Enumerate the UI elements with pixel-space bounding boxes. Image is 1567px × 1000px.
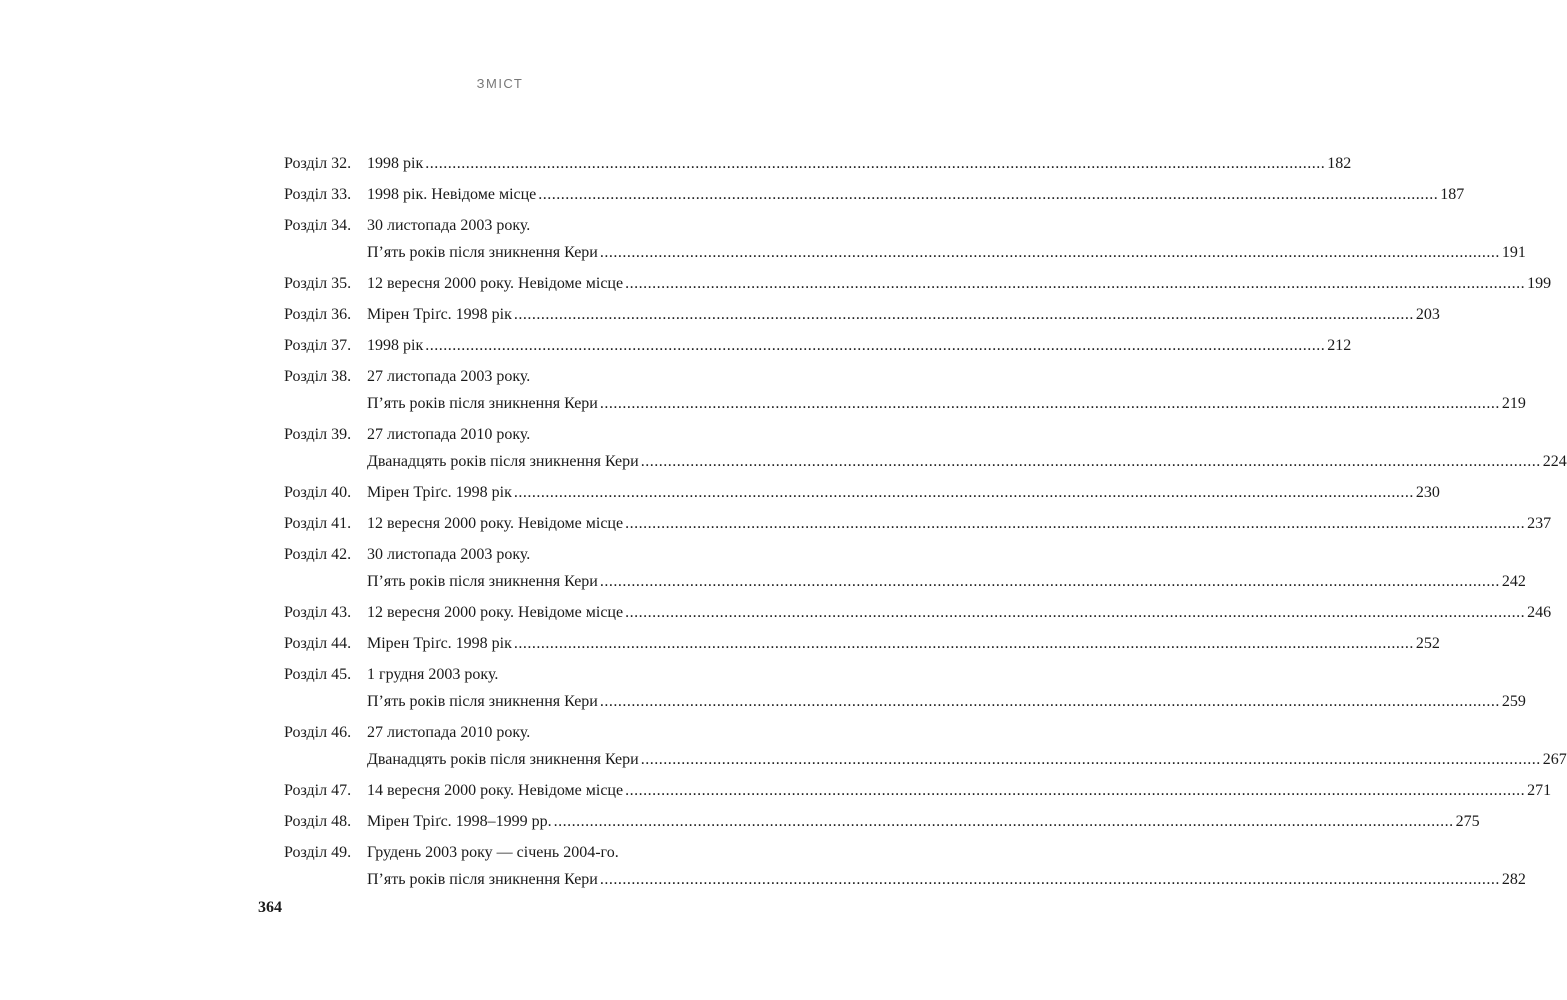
- leader-dots: ........................................................................................................................................................................................................: [599, 573, 1500, 590]
- leader-dots: ........................................................................................................................................................................................................: [513, 306, 1414, 323]
- page-number: 364: [258, 899, 282, 916]
- leader-dots: ........................................................................................................................................................................................................: [513, 635, 1414, 652]
- chapter-page: 252: [1415, 635, 1440, 652]
- chapter-page: 187: [1440, 186, 1465, 203]
- leader-dots: ........................................................................................................................................................................................................: [599, 693, 1500, 710]
- chapter-title: П’ять років після зникнення Кери: [367, 395, 598, 412]
- chapter-page: 212: [1327, 337, 1352, 354]
- chapter-number: Розділ 39.: [284, 426, 352, 443]
- chapter-title: 30 листопада 2003 року.: [367, 546, 531, 563]
- leader-dots: ........................................................................................................................................................................................................: [625, 782, 1526, 799]
- chapter-title: 12 вересня 2000 року. Невідоме місце: [367, 275, 624, 292]
- chapter-page: 246: [1527, 604, 1552, 621]
- toc-entry: [284, 479, 1440, 506]
- chapter-number: Розділ 46.: [284, 724, 352, 741]
- toc-entry-line: [284, 363, 752, 390]
- chapter-number: Розділ 47.: [284, 782, 352, 799]
- toc-entry: [284, 630, 1440, 657]
- chapter-title: 1998 рік: [367, 337, 424, 354]
- toc-entry: [284, 510, 1552, 537]
- leader-dots: ........................................................................................................................................................................................................: [538, 186, 1439, 203]
- toc-entry-line: [284, 270, 1552, 297]
- chapter-page: 237: [1527, 515, 1552, 532]
- chapter-number: Розділ 33.: [284, 186, 352, 203]
- toc-entry-line: [284, 479, 1440, 506]
- chapter-number: Розділ 45.: [284, 666, 352, 683]
- chapter-title: 12 вересня 2000 року. Невідоме місце: [367, 515, 624, 532]
- chapter-title: Мірен Тріґс. 1998–1999 рр.: [367, 813, 552, 830]
- chapter-title: 30 листопада 2003 року.: [367, 217, 531, 234]
- chapter-title: 27 листопада 2003 року.: [367, 368, 531, 385]
- chapter-number: Розділ 43.: [284, 604, 352, 621]
- chapter-number: Розділ 36.: [284, 306, 352, 323]
- toc-entry-line: [284, 390, 1526, 417]
- chapter-page: 267: [1542, 751, 1567, 768]
- chapter-page: 203: [1415, 306, 1440, 323]
- chapter-title: 14 вересня 2000 року. Невідоме місце: [367, 782, 624, 799]
- chapter-page: 230: [1415, 484, 1440, 501]
- chapter-page: 242: [1501, 573, 1526, 590]
- toc-entry-line: [284, 239, 1526, 266]
- running-header: ЗМІСТ: [476, 76, 524, 91]
- chapter-title: Мірен Тріґс. 1998 рік: [367, 484, 512, 501]
- chapter-title: П’ять років після зникнення Кери: [367, 573, 598, 590]
- chapter-page: 282: [1501, 871, 1526, 888]
- chapter-number: Розділ 34.: [284, 217, 352, 234]
- leader-dots: ........................................................................................................................................................................................................: [513, 484, 1414, 501]
- chapter-title: П’ять років після зникнення Кери: [367, 693, 598, 710]
- toc-entry-line: [284, 808, 1480, 835]
- toc-entry: [284, 719, 1567, 773]
- toc-entry: [284, 212, 1526, 266]
- chapter-title: П’ять років після зникнення Кери: [367, 871, 598, 888]
- leader-dots: ........................................................................................................................................................................................................: [599, 871, 1500, 888]
- chapter-title: Дванадцять років після зникнення Кери: [367, 453, 639, 470]
- chapter-page: 182: [1327, 155, 1352, 172]
- toc-entry-line: [284, 630, 1440, 657]
- chapter-title: 27 листопада 2010 року.: [367, 426, 531, 443]
- chapter-number: Розділ 48.: [284, 813, 352, 830]
- toc-entry-line: [284, 719, 752, 746]
- toc-entry-line: [284, 541, 752, 568]
- chapter-number: Розділ 37.: [284, 337, 352, 354]
- chapter-page: 224: [1542, 453, 1567, 470]
- toc-entry: [284, 661, 1526, 715]
- leader-dots: ........................................................................................................................................................................................................: [553, 813, 1454, 830]
- toc-entry-line: [284, 510, 1552, 537]
- toc-entry-line: [284, 839, 752, 866]
- leader-dots: ........................................................................................................................................................................................................: [640, 453, 1541, 470]
- toc-entry-line: [284, 661, 752, 688]
- chapter-title: 1 грудня 2003 року.: [367, 666, 499, 683]
- toc-entry-line: [284, 212, 752, 239]
- chapter-title: Грудень 2003 року — січень 2004-го.: [367, 844, 619, 861]
- chapter-title: Дванадцять років після зникнення Кери: [367, 751, 639, 768]
- chapter-number: Розділ 38.: [284, 368, 352, 385]
- toc-entry-line: [284, 150, 1352, 177]
- leader-dots: ........................................................................................................................................................................................................: [599, 244, 1500, 261]
- chapter-page: 275: [1455, 813, 1480, 830]
- chapter-page: 271: [1527, 782, 1552, 799]
- toc-entry-line: [284, 301, 1440, 328]
- chapter-title: 1998 рік: [367, 155, 424, 172]
- toc-entry: [284, 777, 1552, 804]
- toc-entry-line: [284, 688, 1526, 715]
- toc-entry-line: [284, 599, 1552, 626]
- chapter-page: 191: [1501, 244, 1526, 261]
- toc-entry-line: [284, 181, 1465, 208]
- leader-dots: ........................................................................................................................................................................................................: [640, 751, 1541, 768]
- toc-entry-line: [284, 777, 1552, 804]
- chapter-page: 219: [1501, 395, 1526, 412]
- toc-entry: [284, 150, 1352, 177]
- chapter-title: 27 листопада 2010 року.: [367, 724, 531, 741]
- leader-dots: ........................................................................................................................................................................................................: [625, 515, 1526, 532]
- toc-entry: [284, 363, 1526, 417]
- toc-entry: [284, 270, 1552, 297]
- leader-dots: ........................................................................................................................................................................................................: [599, 395, 1500, 412]
- toc-entry-line: [284, 866, 1526, 893]
- chapter-number: Розділ 40.: [284, 484, 352, 501]
- chapter-page: 199: [1527, 275, 1552, 292]
- chapter-title: П’ять років після зникнення Кери: [367, 244, 598, 261]
- toc-entry-line: [284, 448, 1567, 475]
- chapter-number: Розділ 41.: [284, 515, 352, 532]
- chapter-title: 1998 рік. Невідоме місце: [367, 186, 537, 203]
- toc-entry: [284, 421, 1567, 475]
- toc-entry: [284, 599, 1552, 626]
- toc-entry: [284, 181, 1465, 208]
- chapter-title: Мірен Тріґс. 1998 рік: [367, 635, 512, 652]
- toc-entry: [284, 541, 1526, 595]
- toc-entry: [284, 301, 1440, 328]
- toc-entry-line: [284, 568, 1526, 595]
- leader-dots: ........................................................................................................................................................................................................: [625, 604, 1526, 621]
- toc-entry-line: [284, 421, 752, 448]
- toc-entry: [284, 808, 1480, 835]
- chapter-number: Розділ 49.: [284, 844, 352, 861]
- chapter-title: 12 вересня 2000 року. Невідоме місце: [367, 604, 624, 621]
- leader-dots: ........................................................................................................................................................................................................: [625, 275, 1526, 292]
- leader-dots: ........................................................................................................................................................................................................: [425, 155, 1326, 172]
- chapter-page: 259: [1501, 693, 1526, 710]
- chapter-number: Розділ 35.: [284, 275, 352, 292]
- toc-entry-line: [284, 746, 1567, 773]
- chapter-number: Розділ 44.: [284, 635, 352, 652]
- chapter-number: Розділ 32.: [284, 155, 352, 172]
- leader-dots: ........................................................................................................................................................................................................: [425, 337, 1326, 354]
- toc-entry-line: [284, 332, 1352, 359]
- chapter-number: Розділ 42.: [284, 546, 352, 563]
- toc-entry: [284, 332, 1352, 359]
- chapter-title: Мірен Тріґс. 1998 рік: [367, 306, 512, 323]
- toc-entry: [284, 839, 1526, 893]
